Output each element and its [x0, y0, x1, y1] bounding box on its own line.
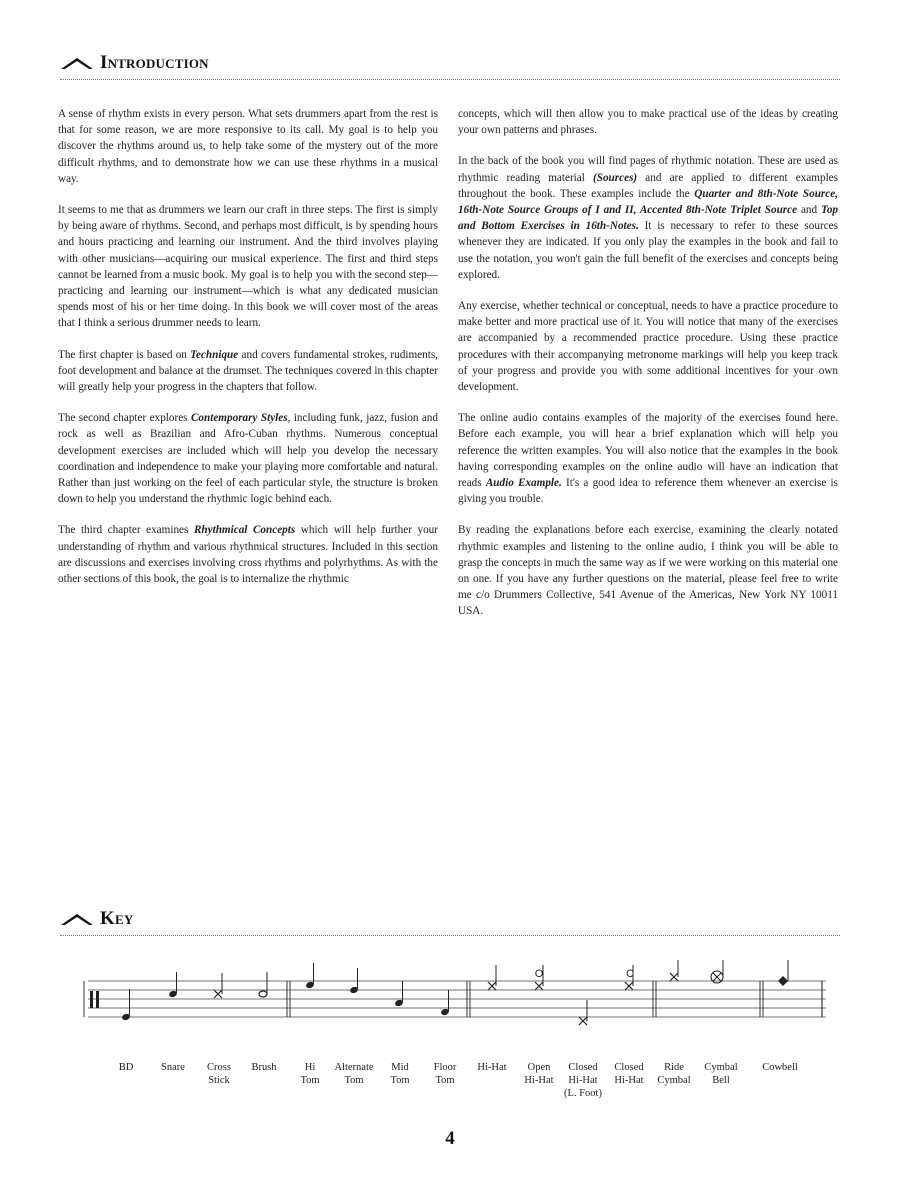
key-label: Open Hi-Hat [524, 1062, 554, 1086]
paragraph: The second chapter explores Contemporary Styles, including funk, jazz, fusion and rock as well as Brazilian and Afro-Cuban rhythms. Numerous conceptual development exercises are included which will help you develop the necessary coordination and independence to make your playing more comfortable and natural. Rather than just working on the feel of each particular style, the structure is broken down to help you understand the rhythmic logic behind each. [58, 412, 438, 506]
staff-lines [88, 981, 826, 1017]
closed-mark: C [626, 968, 634, 980]
key-label: Brush [251, 1062, 277, 1073]
key-label: Closed Hi-Hat [614, 1062, 644, 1086]
note-brush [259, 972, 267, 997]
paragraph: By reading the explanations before each exercise, examining the clearly notated rhythmic examples and listening to the online audio, I think you will be able to grasp the concepts in much the same way as if we were working on this material one on one. If you have any further questions on the material, please feel free to write me c/o Drummers Collective, 541 Avenue of the Americas, New York NY 10011 USA. [458, 524, 838, 618]
heading-rule [60, 935, 840, 936]
paragraph: The third chapter examines Rhythmical Concepts which will help further your understanding of rhythm and various rhythmical structures. Included in this section are discussions and exercises involving cross rhythms and polyrhythms. As with the other sections of this book, the goal is to internalize the rhythmic [58, 524, 438, 586]
note-closed-hi-hat-foot [579, 1000, 587, 1025]
note-ride-cymbal [670, 960, 678, 981]
term-sources: (Sources) [593, 171, 638, 184]
note-bd [121, 989, 131, 1021]
note-floor-tom [440, 990, 450, 1016]
key-label: Floor Tom [433, 1062, 457, 1086]
caret-icon [60, 912, 94, 926]
key-label: Hi-Hat [477, 1062, 507, 1073]
term-contemporary-styles: Contemporary Styles [190, 412, 288, 425]
term-source-list: Quarter and 8th-Note Source, 16th-Note Source Groups of I and II, Accented 8th-Note Triplet Source [458, 187, 838, 217]
key-label: Closed Hi-Hat (L. Foot) [564, 1062, 602, 1099]
paragraph: In the back of the book you will find pages of rhythmic notation. These are used as rhythmic reading material (Sources) and are applied to different examples throughout the book. These examples include the Quarter and 8th-Note Source, 16th-Note Source Groups of I and II, Accented 8th-Note Triplet Source and Top and Bottom Exercises in 16th-Notes. It is necessary to refer to these sources whenever they are indicated. If you only play the examples in the book and fail to use the notation, you won't gain the full benefit of the exercises and concepts being explored. [458, 155, 839, 281]
key-heading [60, 908, 133, 930]
key-label: Snare [161, 1062, 185, 1073]
term-top-bottom: Top and Bottom Exercises in 16th-Notes. [458, 204, 839, 233]
right-column [458, 106, 838, 635]
paragraph: Any exercise, whether technical or conceptual, needs to have a practice procedure to make better and more practical use of it. You will notice that many of the exercises are accompanied by a recommended practice procedure. Using these practice procedures with their accompanying metronome markings will help you keep track of your progress and provide you with some additional incentives for your own development. [458, 300, 838, 394]
note-cross-stick [214, 973, 222, 998]
key-labels [0, 1061, 900, 1111]
paragraph: It seems to me that as drummers we learn our craft in three steps. The first is simply by being aware of rhythms. Second, and perhaps most difficult, is by spending hours and hours practicing and learning our instrument. And the third involves playing with other musicians—acquiring our musical experience. The first and third steps cannot be learned from a music book. My goal is to help you with the second step—practicing and learning our instrument—which is what any dedicated musician spends most of his or her time doing. In this book we will cover most of the areas that I think a serious drummer needs to learn. [58, 204, 438, 330]
paragraph: concepts, which will then allow you to make practical use of the ideas by creating your own patterns and phrases. [458, 108, 838, 137]
term-audio-example: Audio Example. [485, 477, 562, 490]
introduction-heading [60, 52, 209, 74]
note-snare [168, 972, 178, 998]
key-label: Hi Tom [300, 1062, 320, 1086]
key-label: Cowbell [762, 1062, 798, 1073]
key-label: Cymbal Bell [704, 1062, 738, 1086]
open-mark: O [534, 968, 544, 980]
paragraph: The online audio contains examples of the majority of the exercises found here. Before each example, you will hear a brief explanation which will help you reference the written examples. You will also notice that the examples in the book having corresponding examples on the online audio will have an indication that reads Audio Example. It's a good idea to reference them whenever an exercise is giving you trouble. [458, 412, 839, 506]
section-title: Introduction [100, 52, 209, 73]
note-hi-hat [488, 965, 496, 990]
page-number: 4 [445, 1128, 455, 1149]
key-label: BD [118, 1062, 134, 1073]
caret-icon [60, 56, 94, 70]
note-cowbell [778, 960, 788, 986]
left-column [58, 106, 438, 602]
key-label: Alternate Tom [334, 1062, 374, 1086]
term-rhythmical-concepts: Rhythmical Concepts [193, 524, 296, 537]
note-mid-tom [394, 981, 404, 1007]
key-label: Ride Cymbal [657, 1062, 691, 1086]
paragraph: A sense of rhythm exists in every person. What sets drummers apart from the rest is that for some reason, we are more responsive to its call. My goal is to help you discover the rhythms around us, to help take some of the mystery out of the more difficult rhythms, and to demonstrate how we can use these rhythms in a musical way. [58, 108, 438, 185]
key-title: Key [100, 908, 134, 929]
note-hi-tom [305, 963, 315, 989]
note-cymbal-bell [711, 960, 723, 983]
drum-key-staff [0, 960, 900, 1060]
term-technique: Technique [190, 348, 239, 361]
percussion-clef [90, 991, 99, 1008]
key-label: Mid Tom [390, 1062, 410, 1086]
heading-rule [60, 79, 840, 80]
key-label: Cross Stick [207, 1062, 231, 1086]
paragraph: The first chapter is based on Technique and covers fundamental strokes, rudiments, foot development and balance at the drumset. The techniques covered in this chapter will greatly help your progress in the chapters that follow. [58, 348, 438, 394]
